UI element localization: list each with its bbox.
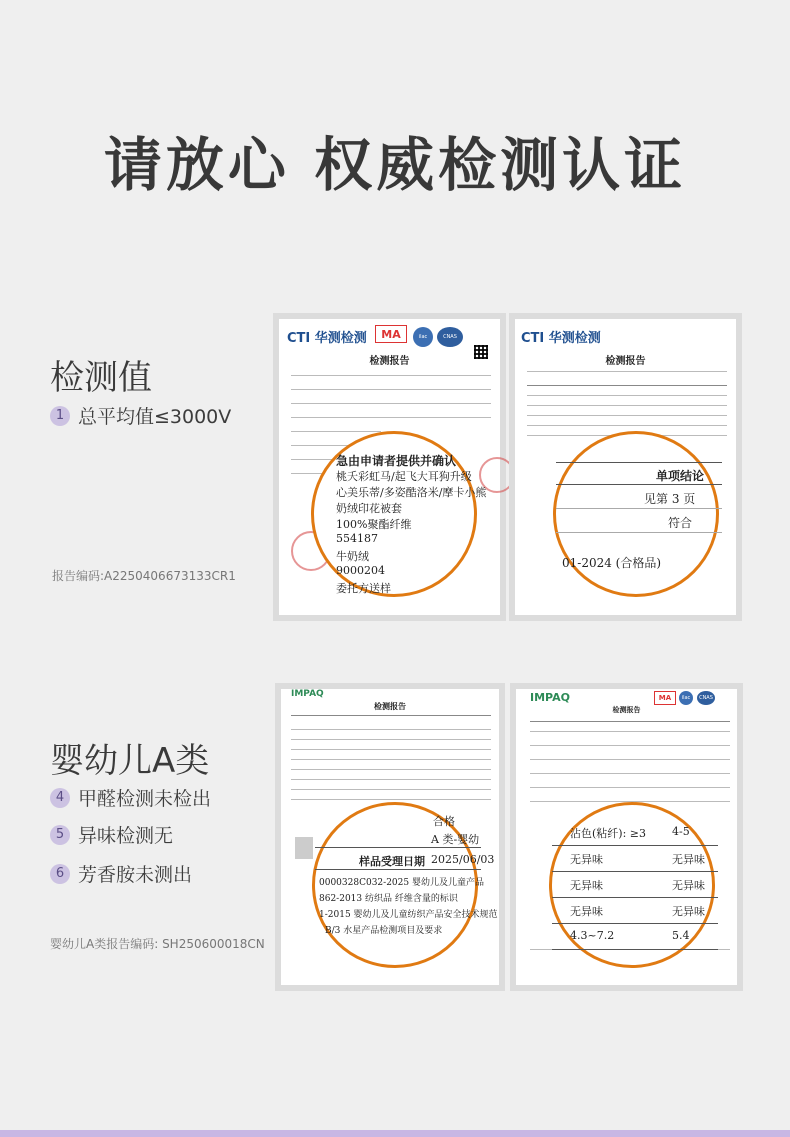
ilac-icon: ilac bbox=[413, 327, 433, 347]
zoom-rule bbox=[556, 508, 722, 509]
doc-rule bbox=[527, 371, 727, 372]
feature-text: 总平均值≤3000V bbox=[78, 406, 232, 428]
doc-rule bbox=[291, 403, 491, 404]
doc-rule bbox=[530, 759, 730, 760]
zoom-cell: 5.4 bbox=[672, 929, 690, 942]
cnas-icon: CNAS bbox=[697, 691, 715, 705]
zoom-line: 急由申请者提供并确认 bbox=[336, 454, 457, 468]
doc-title: 检测报告 bbox=[369, 356, 410, 367]
feature-item bbox=[50, 821, 173, 848]
section-title-test-value: 检测值 bbox=[50, 358, 152, 398]
zoom-cell: 无异味 bbox=[672, 905, 705, 918]
doc-rule bbox=[527, 415, 727, 416]
impaq-logo: IMPAQ bbox=[530, 691, 570, 704]
zoom-rule bbox=[315, 869, 481, 870]
number-badge: 1 bbox=[50, 406, 70, 426]
report-number: 婴幼儿A类报告编码: SH250600018CN bbox=[50, 937, 265, 951]
zoom-cell: 沾色(粘纤): ≥3 bbox=[570, 827, 647, 840]
number-badge: 6 bbox=[50, 864, 70, 884]
zoom-line: 心美乐蒂/多姿酷洛米/摩卡小熊 bbox=[336, 486, 487, 499]
zoom-cell: 无异味 bbox=[570, 853, 603, 866]
feature-item bbox=[50, 860, 192, 887]
doc-rule bbox=[291, 389, 491, 390]
zoom-rule bbox=[552, 897, 718, 898]
doc-rule bbox=[530, 745, 730, 746]
doc-rule bbox=[527, 385, 727, 386]
cti-logo: CTI 华测检测 bbox=[521, 331, 601, 346]
doc-title: 检测报告 bbox=[374, 701, 406, 711]
zoom-line: 委托方送样 bbox=[336, 582, 391, 595]
zoom-line: 9000204 bbox=[336, 564, 385, 577]
magnifier-zoom bbox=[553, 431, 719, 597]
section-title-infant-a: 婴幼儿A类 bbox=[50, 741, 210, 781]
zoom-cell: 4-5 bbox=[672, 825, 690, 838]
zoom-rule bbox=[556, 484, 722, 485]
zoom-rule bbox=[552, 871, 718, 872]
doc-rule bbox=[291, 375, 491, 376]
cma-seal-icon: MA bbox=[375, 325, 407, 343]
doc-rule bbox=[530, 773, 730, 774]
zoom-cell: 符合 bbox=[668, 516, 693, 530]
cti-logo: CTI 华测检测 bbox=[287, 331, 367, 346]
cma-seal-icon: MA bbox=[654, 691, 676, 705]
headline: 请放心 权威检测认证 bbox=[103, 131, 687, 199]
ilac-icon: ilac bbox=[679, 691, 693, 705]
zoom-line: 554187 bbox=[336, 532, 378, 545]
feature-text: 异味检测无 bbox=[78, 825, 174, 847]
zoom-cell: 无异味 bbox=[570, 905, 603, 918]
zoom-rule bbox=[556, 532, 722, 533]
doc-rule bbox=[291, 799, 491, 800]
bottom-accent-bar bbox=[0, 1130, 790, 1137]
doc-rule bbox=[530, 731, 730, 732]
number-badge: 4 bbox=[50, 788, 70, 808]
zoom-cell: 无异味 bbox=[672, 853, 705, 866]
zoom-line: 1-2015 婴幼儿及儿童纺织产品安全技术规范 bbox=[319, 910, 498, 920]
zoom-rule bbox=[556, 462, 722, 463]
doc-title: 检测报告 bbox=[605, 356, 646, 367]
doc-rule bbox=[527, 425, 727, 426]
feature-text: 芳香胺未测出 bbox=[78, 864, 193, 886]
doc-rule bbox=[530, 787, 730, 788]
zoom-cell: 2025/06/03 bbox=[431, 853, 495, 866]
doc-rule bbox=[527, 405, 727, 406]
zoom-cell: 无异味 bbox=[672, 879, 705, 892]
zoom-cell: 无异味 bbox=[570, 879, 603, 892]
zoom-cell: 合格 bbox=[433, 815, 455, 828]
impaq-logo: IMPAQ bbox=[291, 689, 324, 699]
doc-rule bbox=[291, 749, 491, 750]
zoom-line: 牛奶绒 bbox=[336, 550, 369, 563]
doc-rule bbox=[291, 431, 381, 432]
zoom-heading: 单项结论 bbox=[656, 469, 705, 483]
zoom-cell: 4.3~7.2 bbox=[570, 929, 615, 942]
doc-rule bbox=[527, 395, 727, 396]
zoom-line: 奶绒印花被套 bbox=[336, 502, 402, 515]
zoom-line: 100%聚酯纤维 bbox=[336, 518, 412, 531]
zoom-line: B/3 水星产品检测项目及要求 bbox=[325, 926, 443, 936]
doc-rule bbox=[291, 417, 491, 418]
feature-item bbox=[50, 784, 211, 811]
feature-item bbox=[50, 402, 231, 429]
zoom-cell: 见第 3 页 bbox=[644, 492, 696, 506]
doc-rule bbox=[530, 721, 730, 722]
zoom-line: 862-2013 纺织品 纤维含量的标识 bbox=[319, 894, 458, 904]
number-badge: 5 bbox=[50, 825, 70, 845]
zoom-cell: 01-2024 (合格品) bbox=[562, 556, 662, 570]
doc-rule bbox=[291, 769, 491, 770]
magnifier-zoom bbox=[312, 802, 498, 968]
zoom-rule bbox=[315, 847, 481, 848]
feature-text: 甲醛检测未检出 bbox=[78, 788, 212, 810]
magnifier-zoom bbox=[549, 802, 715, 968]
cnas-icon: CNAS bbox=[437, 327, 463, 347]
doc-rule bbox=[291, 789, 491, 790]
zoom-line: 0000328C032-2025 婴幼儿及儿童产品 bbox=[319, 878, 484, 888]
doc-rule bbox=[291, 715, 491, 716]
doc-rule bbox=[291, 759, 491, 760]
report-number: 报告编码:A2250406673133CR1 bbox=[52, 569, 236, 583]
magnifier-zoom bbox=[311, 431, 487, 597]
zoom-line: 桃夭彩虹马/起飞大耳狗升级 bbox=[336, 470, 472, 483]
blurred-photo bbox=[295, 837, 313, 859]
doc-rule bbox=[291, 779, 491, 780]
zoom-cell: 样品受理日期 bbox=[359, 855, 425, 868]
doc-rule bbox=[291, 729, 491, 730]
doc-title: 检测报告 bbox=[612, 705, 641, 714]
doc-rule bbox=[291, 739, 491, 740]
zoom-rule bbox=[552, 923, 718, 924]
zoom-rule bbox=[552, 949, 718, 950]
zoom-rule bbox=[552, 845, 718, 846]
zoom-cell: A 类-婴幼 bbox=[431, 833, 480, 846]
